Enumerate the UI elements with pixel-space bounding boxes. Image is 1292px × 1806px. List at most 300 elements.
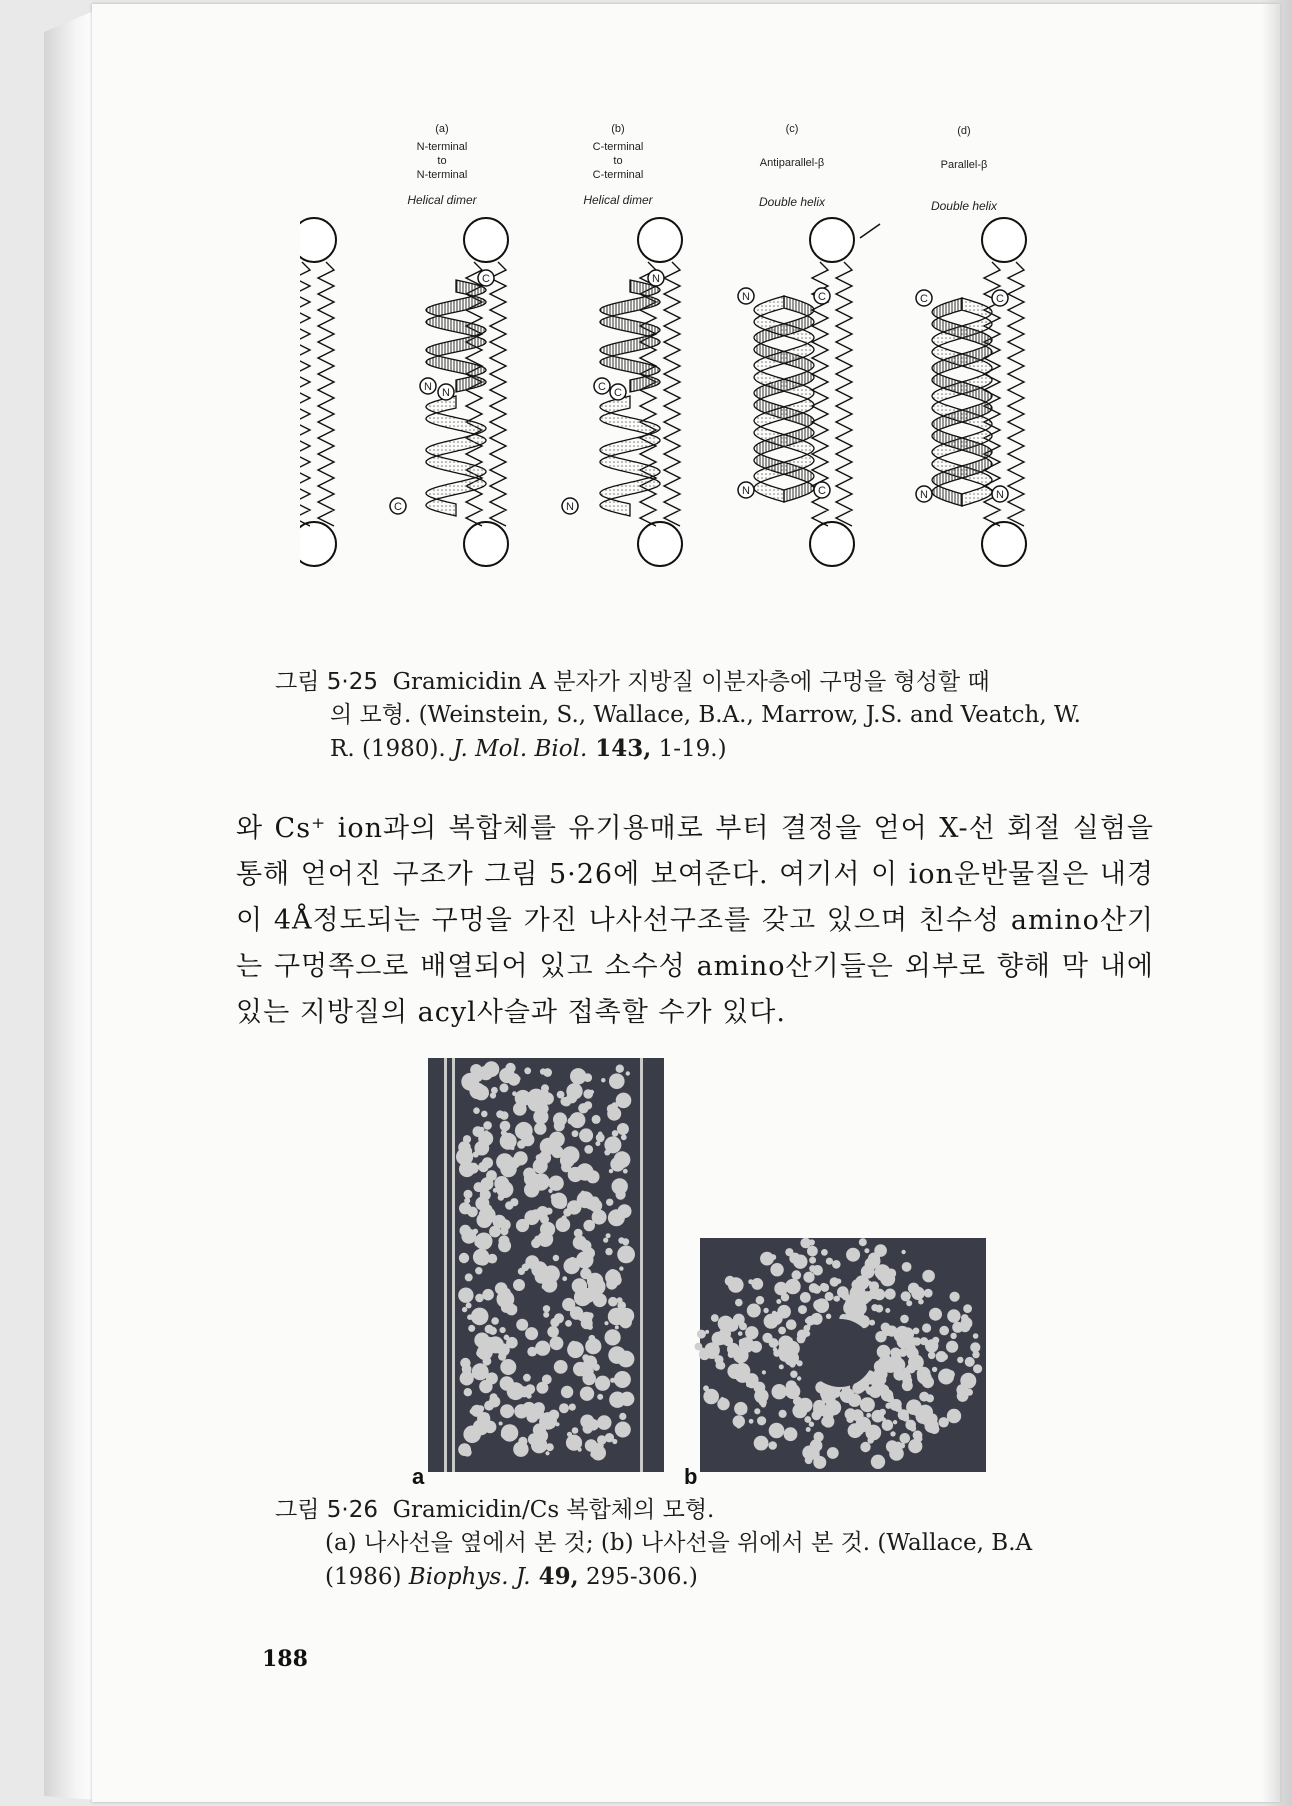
density-blob	[606, 1199, 613, 1206]
density-blob	[553, 1255, 559, 1261]
density-blob	[504, 1335, 510, 1341]
density-blob	[485, 1134, 492, 1141]
density-blob	[785, 1248, 793, 1256]
density-blob	[885, 1355, 890, 1360]
density-blob	[547, 1326, 559, 1338]
panel-d-letter: (d)	[957, 125, 971, 137]
panel-a-image	[428, 1058, 664, 1472]
density-blob	[510, 1198, 518, 1206]
gramicidin-channel-diagram	[300, 120, 1080, 660]
density-blob	[485, 1325, 494, 1334]
density-blob	[569, 1404, 576, 1411]
density-blob	[903, 1367, 909, 1373]
panel-d-kind: Double helix	[930, 199, 998, 213]
density-blob	[695, 1343, 703, 1351]
density-blob	[868, 1253, 880, 1265]
caption-title: Gramicidin/Cs 복합체의 모형.	[392, 1497, 715, 1523]
terminal-marker	[390, 498, 406, 514]
panel-a-letter: (a)	[435, 123, 449, 135]
density-blob	[476, 1252, 489, 1265]
density-blob	[777, 1305, 791, 1319]
density-blob	[800, 1292, 811, 1303]
density-blob	[770, 1263, 783, 1276]
svg-text:C: C	[598, 381, 606, 393]
caption-line2: (a) 나사선을 옆에서 본 것; (b) 나사선을 위에서 본 것. (Wallace, B.A	[325, 1530, 1033, 1556]
density-blob	[946, 1370, 955, 1379]
density-blob	[500, 1133, 517, 1150]
density-blob	[797, 1360, 803, 1366]
figure-5-26-caption	[275, 1494, 1135, 1594]
density-blob	[554, 1313, 564, 1323]
density-blob	[604, 1321, 608, 1325]
density-blob	[774, 1282, 788, 1296]
svg-text:N: N	[566, 501, 574, 513]
helix-lower	[600, 396, 660, 516]
density-blob	[950, 1292, 960, 1302]
density-blob	[518, 1437, 527, 1446]
density-blob	[897, 1334, 912, 1349]
caption-year: R. (1980).	[330, 736, 454, 762]
terminal-marker	[916, 290, 932, 306]
density-blob	[500, 1227, 508, 1235]
svg-text:N: N	[920, 489, 928, 501]
density-blob	[733, 1314, 745, 1326]
density-blob	[585, 1338, 601, 1354]
density-blob	[551, 1193, 567, 1209]
density-blob	[936, 1351, 947, 1362]
density-blob	[972, 1351, 979, 1358]
panel-d-line2: Parallel-β	[940, 159, 988, 171]
panel-a-line1: N-terminal	[416, 141, 468, 153]
density-blob	[469, 1083, 485, 1099]
density-blob	[786, 1380, 797, 1391]
density-blob	[589, 1199, 602, 1212]
density-blob	[460, 1371, 474, 1385]
density-blob	[605, 1248, 612, 1255]
lipid-tail	[300, 262, 310, 526]
density-blob	[545, 1451, 549, 1455]
density-blob	[900, 1433, 911, 1444]
density-blob	[500, 1376, 514, 1390]
density-blob	[863, 1320, 867, 1324]
density-blob	[466, 1303, 472, 1309]
density-blob	[580, 1387, 594, 1401]
terminal-marker	[594, 378, 610, 394]
caption-line3	[275, 732, 1105, 766]
helix-lower	[426, 396, 486, 516]
density-blob	[586, 1170, 599, 1183]
density-blob	[535, 1341, 550, 1356]
svg-text:N: N	[652, 273, 660, 285]
caption-label: 그림 5·25	[275, 669, 378, 695]
terminal-marker	[916, 486, 932, 502]
density-blob	[784, 1341, 799, 1356]
density-blob	[917, 1436, 923, 1442]
density-blob	[814, 1432, 824, 1442]
density-blob	[574, 1298, 579, 1303]
density-blob	[562, 1146, 580, 1164]
density-blob	[458, 1288, 473, 1303]
density-blob	[473, 1419, 489, 1435]
density-blob	[584, 1248, 595, 1259]
density-blob	[757, 1416, 766, 1425]
density-blob	[866, 1413, 871, 1418]
density-blob	[867, 1437, 874, 1444]
caption-journal: Biophys. J.	[408, 1564, 531, 1590]
density-blob	[464, 1388, 472, 1396]
density-blob	[967, 1378, 975, 1386]
caption-line1: Gramicidin A 분자가 지방질 이분자층에 구멍을 형성할 때	[392, 669, 990, 695]
density-blob	[483, 1357, 492, 1366]
svg-text:C: C	[996, 293, 1004, 305]
density-blob	[885, 1308, 890, 1313]
density-blob	[570, 1306, 583, 1319]
density-blob	[549, 1410, 560, 1421]
density-blob	[848, 1394, 861, 1407]
density-blob	[770, 1254, 776, 1260]
page-edge-shadow	[1262, 0, 1292, 1806]
density-blob	[467, 1207, 478, 1218]
density-blob	[950, 1333, 956, 1339]
density-blob	[846, 1248, 860, 1262]
density-blob	[806, 1427, 811, 1432]
density-blob	[540, 1138, 557, 1155]
density-blob	[559, 1403, 569, 1413]
density-blob	[481, 1238, 485, 1242]
density-blob	[825, 1292, 834, 1301]
density-blob	[491, 1317, 499, 1325]
density-blob	[762, 1333, 772, 1343]
density-blob	[542, 1277, 557, 1292]
panel-b-header	[583, 123, 653, 207]
density-blob	[609, 1073, 625, 1089]
density-blob	[587, 1324, 593, 1330]
lipid-head	[464, 218, 508, 262]
panel-b-line3: C-terminal	[592, 169, 644, 181]
density-blob	[813, 1456, 826, 1469]
density-blob	[802, 1446, 816, 1460]
density-blob	[924, 1289, 933, 1298]
density-blob	[922, 1270, 935, 1283]
density-blob	[459, 1161, 475, 1177]
caption-volume: 143,	[587, 735, 652, 762]
density-blob	[608, 1209, 625, 1226]
density-blob	[751, 1278, 763, 1290]
density-blob	[869, 1281, 879, 1291]
density-blob	[822, 1415, 834, 1427]
diagram-artwork	[300, 218, 1026, 566]
caption-pages: 295-306.)	[578, 1564, 698, 1590]
density-blob	[590, 1090, 594, 1094]
lipid-head	[464, 522, 508, 566]
density-blob	[615, 1325, 619, 1329]
density-blob	[621, 1134, 627, 1140]
density-blob	[864, 1248, 869, 1253]
density-blob	[619, 1266, 623, 1270]
caption-journal: J. Mol. Biol.	[453, 736, 588, 762]
density-blob	[778, 1327, 786, 1335]
density-blob	[607, 1107, 621, 1121]
figure-5-26	[410, 1058, 990, 1486]
density-blob	[779, 1364, 784, 1369]
density-blob	[500, 1327, 506, 1333]
density-blob	[536, 1154, 543, 1161]
density-blob	[871, 1304, 878, 1311]
density-blob	[554, 1120, 565, 1131]
panel-c-kind: Double helix	[758, 195, 826, 209]
density-blob	[502, 1288, 510, 1296]
density-blob	[754, 1342, 760, 1348]
density-blob	[947, 1309, 960, 1322]
density-blob	[598, 1136, 604, 1142]
density-blob	[878, 1347, 885, 1354]
density-blob	[910, 1425, 916, 1431]
lipid-tail	[664, 262, 680, 526]
density-blob	[516, 1319, 528, 1331]
density-blob	[567, 1432, 572, 1437]
density-blob	[572, 1130, 579, 1137]
density-blob	[567, 1200, 581, 1214]
panel-c-header	[759, 123, 826, 209]
density-blob	[519, 1096, 529, 1106]
density-blob	[523, 1374, 531, 1382]
lipid-head	[982, 218, 1026, 262]
density-blob	[500, 1404, 514, 1418]
density-blob	[697, 1330, 706, 1339]
density-blob	[763, 1308, 768, 1313]
density-blob	[542, 1175, 547, 1180]
terminal-marker	[814, 288, 830, 304]
density-blob	[973, 1364, 982, 1373]
density-blob	[809, 1257, 816, 1264]
density-blob	[786, 1319, 797, 1330]
panel-a-header	[407, 123, 477, 207]
density-blob	[464, 1147, 472, 1155]
density-blob	[471, 1308, 489, 1326]
density-blob	[610, 1274, 622, 1286]
density-blob	[623, 1246, 627, 1250]
density-blob	[754, 1389, 768, 1403]
density-blob	[568, 1167, 583, 1182]
density-blob	[597, 1415, 612, 1430]
density-blob	[920, 1337, 928, 1345]
density-blob	[769, 1423, 785, 1439]
density-blob	[569, 1112, 585, 1128]
density-blob	[475, 1197, 489, 1211]
density-blob	[566, 1083, 582, 1099]
density-blob	[754, 1408, 760, 1414]
density-blob	[483, 1121, 492, 1130]
density-blob	[901, 1250, 905, 1254]
svg-text:N: N	[742, 291, 750, 303]
density-blob	[462, 1307, 467, 1312]
density-blob	[519, 1386, 530, 1397]
density-blob	[540, 1215, 549, 1224]
density-blob	[776, 1299, 781, 1304]
density-blob	[947, 1409, 961, 1423]
density-blob	[513, 1279, 525, 1291]
svg-text:C: C	[818, 485, 826, 497]
density-blob	[578, 1448, 582, 1452]
density-blob	[861, 1276, 866, 1281]
density-blob	[616, 1065, 624, 1073]
density-blob	[720, 1397, 724, 1401]
density-blob	[618, 1237, 624, 1243]
panel-b-kind: Helical dimer	[583, 193, 653, 207]
density-blob	[543, 1312, 549, 1318]
density-blob	[617, 1297, 623, 1303]
density-blob	[572, 1427, 579, 1434]
density-blob	[496, 1110, 504, 1118]
density-blob	[734, 1285, 741, 1292]
panel-c-letter: (c)	[785, 123, 799, 135]
density-blob	[610, 1157, 625, 1172]
panel-a-kind: Helical dimer	[407, 193, 477, 207]
density-blob	[833, 1296, 838, 1301]
density-blob	[906, 1300, 912, 1306]
density-blob	[500, 1121, 511, 1132]
density-blob	[603, 1238, 608, 1243]
density-blob	[470, 1409, 476, 1415]
density-blob	[717, 1362, 725, 1370]
density-blob	[832, 1260, 841, 1269]
panel-b-image	[695, 1238, 987, 1472]
density-blob	[467, 1314, 473, 1320]
page-number: 188	[262, 1646, 308, 1672]
density-blob	[522, 1264, 530, 1272]
density-blob	[608, 1297, 618, 1307]
density-blob	[587, 1297, 593, 1303]
density-blob	[591, 1445, 606, 1460]
terminal-marker	[992, 290, 1008, 306]
density-blob	[809, 1422, 814, 1427]
density-blob	[565, 1320, 572, 1327]
density-blob	[900, 1315, 909, 1324]
density-blob	[712, 1332, 726, 1346]
density-blob	[498, 1218, 502, 1222]
density-blob	[459, 1253, 469, 1263]
density-blob	[500, 1359, 516, 1375]
density-blob	[749, 1419, 754, 1424]
density-blob	[863, 1270, 868, 1275]
density-blob	[860, 1397, 875, 1412]
density-blob	[848, 1423, 863, 1438]
svg-text:N: N	[742, 485, 750, 497]
density-blob	[747, 1304, 761, 1318]
density-blob	[500, 1161, 517, 1178]
density-blob	[540, 1222, 555, 1237]
caption-line2: 의 모형. (Weinstein, S., Wallace, B.A., Marrow, J.S. and Veatch, W.	[330, 702, 1081, 728]
svg-text:C: C	[482, 273, 490, 285]
density-blob	[860, 1294, 870, 1304]
density-blob	[877, 1361, 887, 1371]
lipid-tail	[490, 262, 506, 526]
density-blob	[825, 1396, 829, 1400]
density-blob	[812, 1265, 823, 1276]
panel-b-line2: to	[613, 155, 623, 167]
density-blob	[869, 1320, 875, 1326]
density-blob	[932, 1337, 939, 1344]
density-blob	[569, 1341, 579, 1351]
density-blob	[500, 1083, 509, 1092]
density-blob	[528, 1405, 541, 1418]
density-blob	[792, 1270, 802, 1280]
density-blob	[584, 1145, 593, 1154]
density-blob	[612, 1178, 628, 1194]
density-blob	[826, 1314, 831, 1319]
density-blob	[893, 1420, 897, 1424]
density-blob	[560, 1097, 569, 1106]
density-blob	[890, 1431, 895, 1436]
density-blob	[762, 1370, 766, 1374]
density-blob	[543, 1305, 550, 1312]
terminal-marker	[562, 498, 578, 514]
density-blob	[764, 1314, 779, 1329]
density-blob	[919, 1392, 929, 1402]
density-blob	[807, 1246, 818, 1257]
density-blob	[813, 1400, 825, 1412]
density-blob	[561, 1386, 573, 1398]
density-blob	[845, 1408, 857, 1420]
density-blob	[790, 1371, 797, 1378]
density-blob	[877, 1375, 887, 1385]
density-blob	[823, 1418, 827, 1422]
terminal-marker	[420, 378, 436, 394]
density-blob	[550, 1336, 564, 1350]
density-blob	[790, 1362, 796, 1368]
density-blob	[882, 1420, 893, 1431]
density-blob	[482, 1289, 494, 1301]
density-blob	[877, 1271, 886, 1280]
panel-a-line2: to	[437, 155, 447, 167]
density-blob	[809, 1283, 819, 1293]
density-blob	[610, 1140, 618, 1148]
density-blob	[498, 1194, 505, 1201]
density-blob	[588, 1368, 594, 1374]
svg-text:C: C	[818, 291, 826, 303]
lipid-head	[810, 522, 854, 566]
terminal-marker	[992, 486, 1008, 502]
density-blob	[606, 1233, 611, 1238]
density-blob	[809, 1239, 815, 1245]
density-blob	[798, 1398, 813, 1413]
density-blob	[871, 1410, 884, 1423]
density-blob	[860, 1442, 870, 1452]
density-blob	[537, 1434, 546, 1443]
density-blob	[478, 1071, 484, 1077]
terminal-marker	[814, 482, 830, 498]
density-blob	[477, 1405, 484, 1412]
density-blob	[913, 1328, 920, 1335]
figure-5-25-caption	[275, 666, 1105, 766]
panel-a-label: a	[412, 1464, 425, 1486]
svg-text:N: N	[996, 489, 1004, 501]
density-blob	[908, 1283, 919, 1294]
svg-text:N: N	[442, 387, 450, 399]
density-blob	[614, 1371, 631, 1388]
density-blob	[929, 1424, 939, 1434]
density-blob	[932, 1367, 937, 1372]
density-blob	[615, 1422, 631, 1438]
density-blob	[621, 1399, 625, 1403]
lipid-head	[982, 522, 1026, 566]
density-blob	[965, 1357, 975, 1367]
density-blob	[626, 1071, 630, 1075]
density-blob	[908, 1355, 924, 1371]
svg-text:C: C	[614, 387, 622, 399]
density-blob	[554, 1360, 568, 1374]
density-blob	[875, 1290, 882, 1297]
